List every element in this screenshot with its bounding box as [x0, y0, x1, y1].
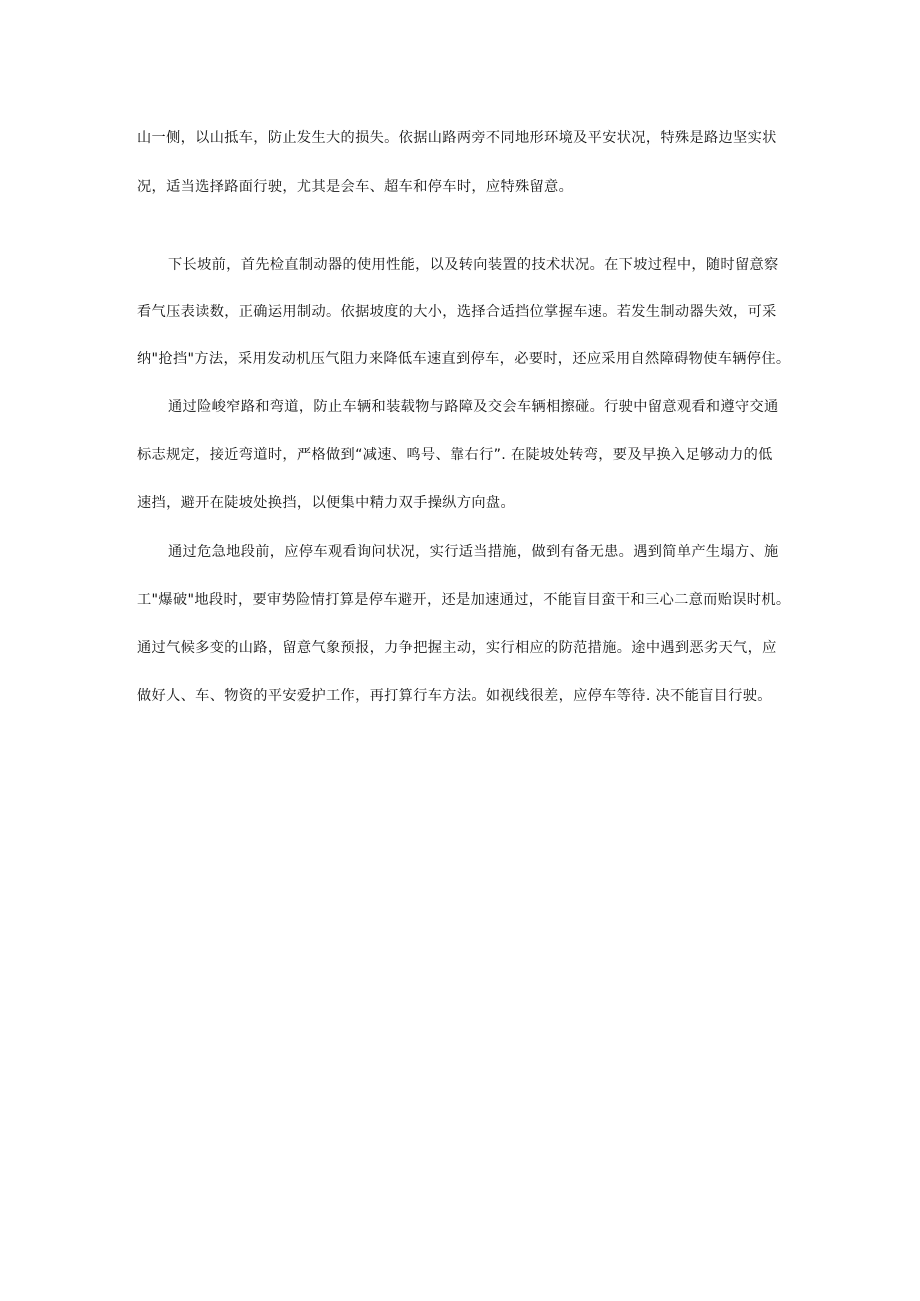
paragraph-line: 况，适当选择路面行驶，尤其是会车、超车和停车时，应特殊留意。	[137, 179, 574, 195]
paragraph-line: 通过危急地段前，应停车观看询问状况，实行适当措施，做到有备无患。遇到简单产生塌方、施	[168, 544, 779, 560]
paragraph-line: 速挡，避开在陡坡处换挡，以便集中精力双手操纵方向盘。	[137, 495, 515, 511]
paragraph-line: 标志规定，接近弯道时，严格做到“减速、鸣号、靠右行”. 在陡坡处转弯，要及早换入足够动力的低	[137, 447, 773, 463]
paragraph-line: 通过险峻窄路和弯道，防止车辆和装载物与路障及交会车辆相擦碰。行驶中留意观看和遵守交通	[168, 399, 779, 415]
paragraph-line: 看气压表读数，正确运用制动。依据坡度的大小，选择合适挡位掌握车速。若发生制动器失效，可采	[137, 304, 777, 320]
paragraph-line: 通过气候多变的山路，留意气象预报，力争把握主动，实行相应的防范措施。途中遇到恶劣天气，应	[137, 640, 777, 656]
paragraph-line: 纳"抢挡"方法，采用发动机压气阻力来降低车速直到停车，必要时，还应采用自然障碍物使车辆停住。	[137, 351, 791, 367]
paragraph-line: 做好人、车、物资的平安爱护工作，再打算行车方法。如视线很差，应停车等待. 决不能盲目行驶。	[137, 688, 772, 704]
paragraph-line: 工"爆破"地段时，要审势险情打算是停车避开，还是加速通过，不能盲目蛮干和三心二意而贻误时机。	[137, 592, 791, 608]
paragraph-line: 山一侧，以山抵车，防止发生大的损失。依据山路两旁不同地形环境及平安状况，特殊是路边坚实状	[137, 130, 777, 146]
paragraph-line: 下长坡前，首先检直制动器的使用性能，以及转向装置的技术状况。在下坡过程中，随时留意察	[168, 257, 779, 273]
